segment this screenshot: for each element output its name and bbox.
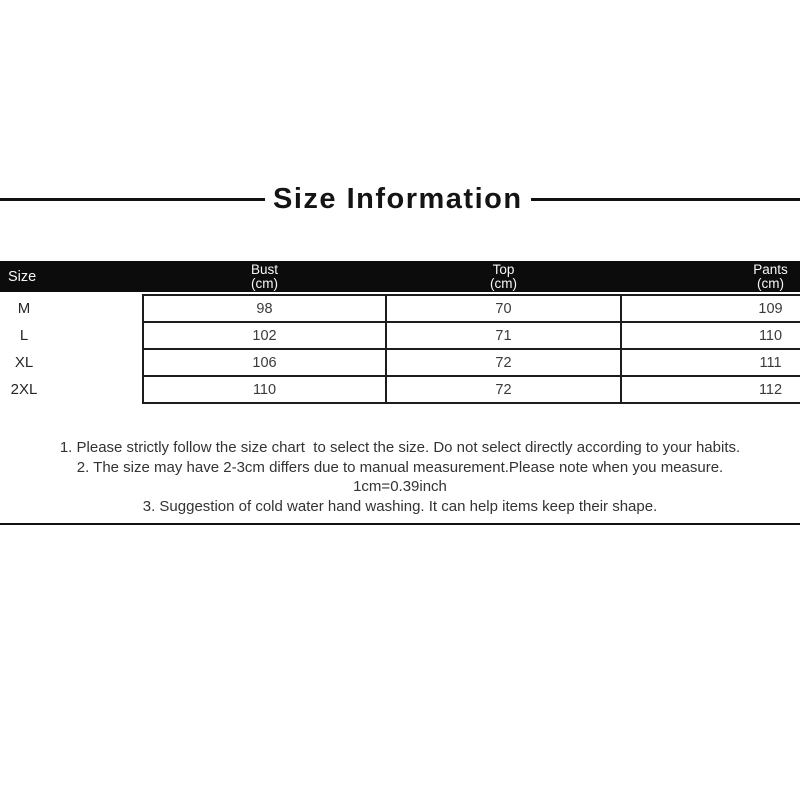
page-title: Size Information (273, 182, 523, 215)
col-header-size: Size (8, 268, 37, 285)
bust-value-cell: 98 (143, 295, 386, 322)
pants-value-cell: 111 (621, 349, 800, 376)
top-value-cell: 72 (386, 349, 621, 376)
col-header-bust-unit: (cm) (251, 275, 278, 291)
bust-value-cell: 106 (143, 349, 386, 376)
size-label-cell (0, 376, 143, 403)
col-header-top-unit: (cm) (490, 275, 517, 291)
col-header-pants (621, 263, 800, 291)
size-label-cell (0, 349, 143, 376)
col-header-bust (143, 263, 386, 291)
pants-value-cell: 109 (621, 295, 800, 322)
note-line-1: 1. Please strictly follow the size chart to select the size. Do not select directly according to your habits. (59, 439, 741, 456)
top-value-cell: 71 (386, 322, 621, 349)
table-row (0, 376, 800, 403)
title-rule-left (0, 198, 265, 201)
bust-value-cell: 110 (143, 376, 386, 403)
top-value-cell: 70 (386, 295, 621, 322)
table-row (0, 349, 800, 376)
bottom-divider (0, 523, 800, 525)
note-line-4: 3. Suggestion of cold water hand washing. It can help items keep their shape. (142, 497, 658, 515)
col-header-pants-label: Pants (753, 261, 788, 277)
size-label: 2XL (10, 381, 38, 398)
notes-section (0, 438, 800, 516)
title-rule-right (531, 198, 800, 201)
table-row (0, 295, 800, 322)
size-table (0, 261, 800, 404)
title-section (0, 183, 800, 215)
size-label: M (17, 300, 31, 317)
pants-value-cell: 110 (621, 322, 800, 349)
size-table-body (0, 294, 800, 404)
col-header-pants-unit: (cm) (757, 275, 784, 291)
note-line-3: 1cm=0.39inch (353, 478, 447, 495)
col-header-bust-label: Bust (250, 261, 278, 277)
size-table-wrap (0, 261, 800, 404)
col-header-top (386, 263, 621, 291)
note-line-2: 2. The size may have 2-3cm differs due to manual measurement.Please note when you measure. (76, 458, 724, 476)
top-value-cell: 72 (386, 376, 621, 403)
size-label-cell (0, 322, 143, 349)
size-label: XL (14, 354, 34, 371)
table-row (0, 322, 800, 349)
size-label-cell (0, 295, 143, 322)
col-header-top-label: Top (492, 261, 515, 277)
bust-value-cell: 102 (143, 322, 386, 349)
size-label: L (19, 327, 29, 344)
size-table-header (0, 261, 800, 292)
pants-value-cell: 112 (621, 376, 800, 403)
